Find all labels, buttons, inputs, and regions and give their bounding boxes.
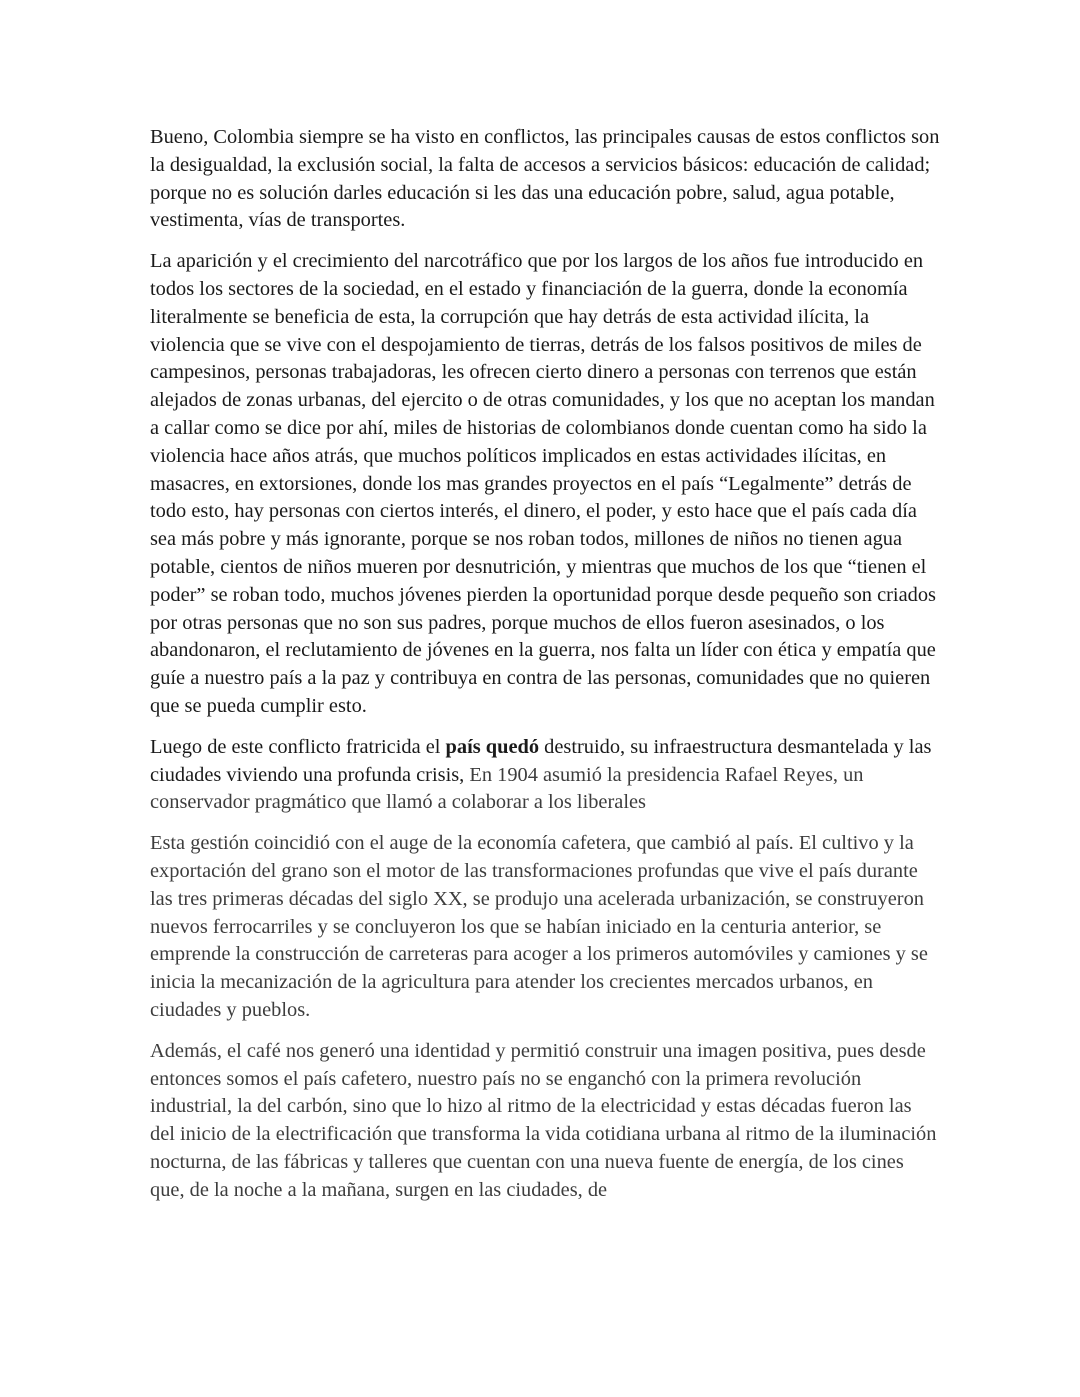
paragraph-cafe-identity: Además, el café nos generó una identidad y permitió construir una imagen positiva, pues desde entonces somos el país cafetero, nuestro país no se enganchó con la primera revolución industrial, la del carbón, sino que lo hizo al ritmo de la electricidad y estas décadas fueron las del inicio de la electrificación que transforma la vida cotidiana urbana al ritmo de la iluminación nocturna, de las fábricas y talleres que cuentan con una nueva fuente de energía, de los cines que, de la noche a la mañana, surgen en las ciudades, de [150,1039,937,1201]
paragraph-reyes [150,734,940,817]
paragraph-narcotrafico: La aparición y el crecimiento del narcotráfico que por los largos de los años fue introducido en todos los sectores de la sociedad, en el estado y financiación de la guerra, donde la economía literalmente se beneficia de esta, la corrupción que hay detrás de esta actividad ilícita, la violencia que se vive con el despojamiento de tierras, detrás de los falsos positivos de miles de campesinos, personas trabajadoras, les ofrecen cierto dinero a personas con terrenos que están alejados de zonas urbanas, del ejercito o de otras comunidades, y los que no aceptan los mandan a callar como se dice por ahí, miles de historias de colombianos donde cuentan como ha sido la violencia hace años atrás, que muchos políticos implicados en estas actividades ilícitas, en masacres, en extorsiones, donde los mas grandes proyectos en el país “Legalmente” detrás de todo esto, hay personas con ciertos interés, el dinero, el poder, y esto hace que el país cada día sea más pobre y más ignorante, porque se nos roban todos, millones de niños no tienen agua potable, cientos de niños mueren por desnutrición, y mientras que muchos de los que “tienen el poder” se roban todo, muchos jóvenes pierden la oportunidad porque desde pequeño son criados por otras personas que no son sus padres, porque muchos de ellos fueron asesinados, o los abandonaron, el reclutamiento de jóvenes en la guerra, nos falta un líder con ética y empatía que guíe a nuestro país a la paz y contribuya en contra de las personas, comunidades que no quieren que se pueda cumplir esto. [150,250,936,717]
paragraph-reyes-part3: En 1904 asumió la presidencia Rafael Reyes, un conservador pragmático que llamó a colaborar a los liberales [150,763,864,814]
paragraph-reyes-part2: destruido, su infraestructura desmantelada y las ciudades viviendo una profunda crisis, [150,735,932,786]
paragraph-cafe-economy: Esta gestión coincidió con el auge de la economía cafetera, que cambió al país. El cultivo y la exportación del grano son el motor de las transformaciones profundas que vive el país durante las tres primeras décadas del siglo XX, se produjo una acelerada urbanización, se construyeron nuevos ferrocarriles y se concluyeron los que se habían iniciado en la centuria anterior, se emprende la construcción de carreteras para acoger a los primeros automóviles y camiones y se inicia la mecanización de la agricultura para atender los crecientes mercados urbanos, en ciudades y pueblos. [150,832,928,1021]
document-page [150,124,940,1217]
paragraph-reyes-part1: Luego de este conflicto fratricida el [150,735,446,758]
bold-phrase: país quedó [445,735,540,758]
paragraph-causes: Bueno, Colombia siempre se ha visto en conflictos, las principales causas de estos conflictos son la desigualdad, la exclusión social, la falta de accesos a servicios básicos: educación de calidad; porque no es solución darles educación si les das una educación pobre, salud, agua potable, vestimenta, vías de transportes. [150,126,940,232]
